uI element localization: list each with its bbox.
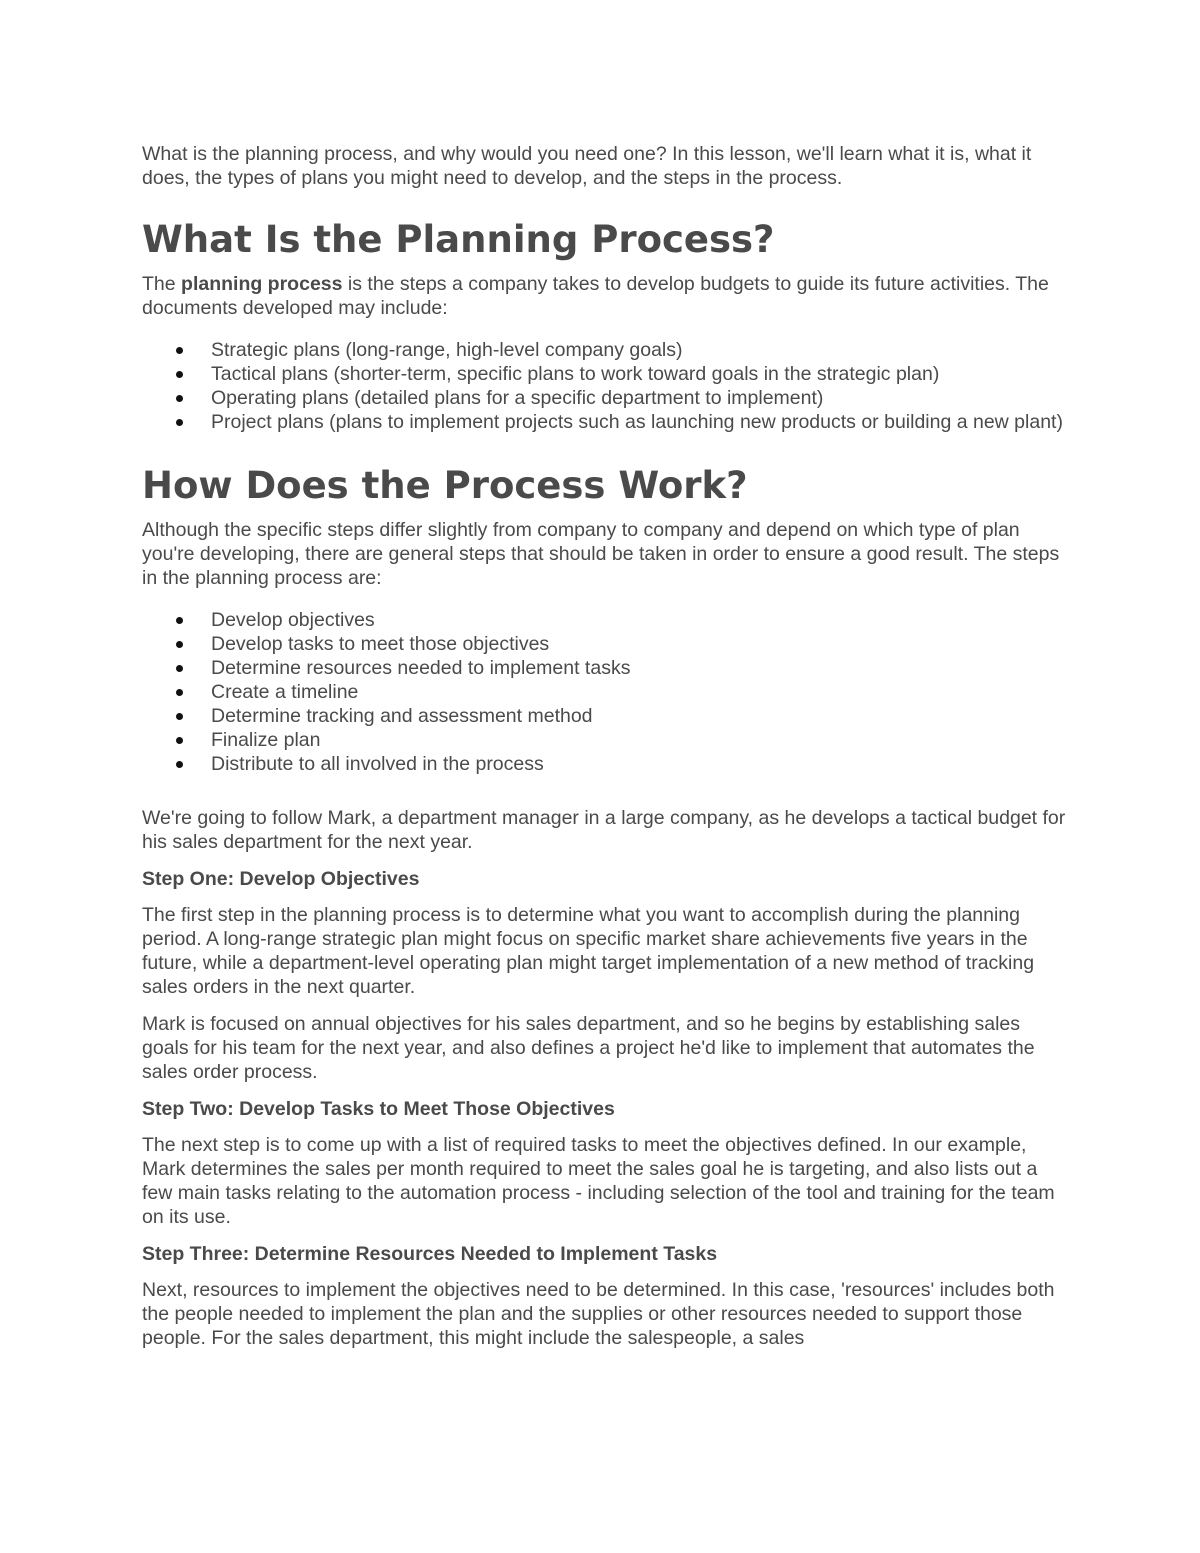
list-item-text: Operating plans (detailed plans for a specific department to implement)	[211, 387, 824, 409]
list-item	[142, 680, 1072, 704]
process-steps-list	[142, 608, 1072, 776]
list-item	[142, 632, 1072, 656]
definition-prefix: The	[142, 273, 182, 295]
list-item-text: Tactical plans (shorter-term, specific plans to work toward goals in the strategic plan)	[211, 363, 940, 385]
list-item-text: Determine resources needed to implement tasks	[211, 657, 631, 679]
list-item-text: Determine tracking and assessment method	[211, 705, 593, 727]
document-page	[142, 142, 1072, 1363]
list-item-text: Create a timeline	[211, 681, 359, 703]
planning-process-definition	[142, 272, 1072, 320]
step-two-paragraph-1: The next step is to come up with a list of required tasks to meet the objectives defined. In our example, Mark determines the sales per month required to meet the sales goal he is targeting, and also lists out a few main tasks relating to the automation process - including selection of the tool and training for the team on its use.	[142, 1134, 1055, 1228]
section-heading-process-work: How Does the Process Work?	[142, 464, 748, 507]
bullet-icon	[176, 761, 183, 768]
step-two-title: Step Two: Develop Tasks to Meet Those Objectives	[142, 1098, 615, 1120]
list-item	[142, 338, 1072, 362]
bullet-icon	[176, 689, 183, 696]
list-item	[142, 386, 1072, 410]
step-three-title: Step Three: Determine Resources Needed to Implement Tasks	[142, 1243, 718, 1265]
bullet-icon	[176, 419, 183, 426]
step-one-title: Step One: Develop Objectives	[142, 868, 420, 890]
bullet-icon	[176, 617, 183, 624]
list-item-text: Project plans (plans to implement projects such as launching new products or building a new plant)	[211, 411, 1063, 433]
list-item	[142, 704, 1072, 728]
step-one-paragraph-1: The first step in the planning process is to determine what you want to accomplish during the planning period. A long-range strategic plan might focus on specific market share achievements five years in the future, while a department-level operating plan might target implementation of a new method of tracking sales orders in the next quarter.	[142, 904, 1035, 998]
bullet-icon	[176, 665, 183, 672]
list-item	[142, 410, 1072, 434]
list-item-text: Finalize plan	[211, 729, 321, 751]
bullet-icon	[176, 347, 183, 354]
step-one-paragraph-2: Mark is focused on annual objectives for his sales department, and so he begins by establishing sales goals for his team for the next year, and also defines a project he'd like to implement that automates the sales order process.	[142, 1013, 1035, 1083]
process-steps-intro: Although the specific steps differ slightly from company to company and depend on which type of plan you're developing, there are general steps that should be taken in order to ensure a good result. The steps in the planning process are:	[142, 519, 1060, 589]
list-item	[142, 608, 1072, 632]
list-item	[142, 656, 1072, 680]
list-item	[142, 728, 1072, 752]
intro-paragraph: What is the planning process, and why would you need one? In this lesson, we'll learn what it is, what it does, the types of plans you might need to develop, and the steps in the process.	[142, 143, 1032, 189]
list-item-text: Develop objectives	[211, 609, 375, 631]
list-item-text: Strategic plans (long-range, high-level company goals)	[211, 339, 683, 361]
definition-term: planning process	[181, 273, 343, 295]
section-heading-planning-process: What Is the Planning Process?	[142, 218, 775, 261]
list-item-text: Develop tasks to meet those objectives	[211, 633, 550, 655]
list-item	[142, 362, 1072, 386]
bullet-icon	[176, 641, 183, 648]
step-three-paragraph-1: Next, resources to implement the objectives need to be determined. In this case, 'resources' includes both the people needed to implement the plan and the supplies or other resources needed to support those people. For the sales department, this might include the salespeople, a sales	[142, 1279, 1055, 1349]
list-item-text: Distribute to all involved in the process	[211, 753, 544, 775]
mark-example-intro: We're going to follow Mark, a department manager in a large company, as he develops a tactical budget for his sales department for the next year.	[142, 807, 1066, 853]
definition-suffix: is the steps a company takes to develop budgets to guide its future activities. The documents developed may include:	[142, 273, 1049, 319]
bullet-icon	[176, 395, 183, 402]
list-item	[142, 752, 1072, 776]
bullet-icon	[176, 371, 183, 378]
plan-types-list	[142, 338, 1072, 434]
bullet-icon	[176, 737, 183, 744]
bullet-icon	[176, 713, 183, 720]
